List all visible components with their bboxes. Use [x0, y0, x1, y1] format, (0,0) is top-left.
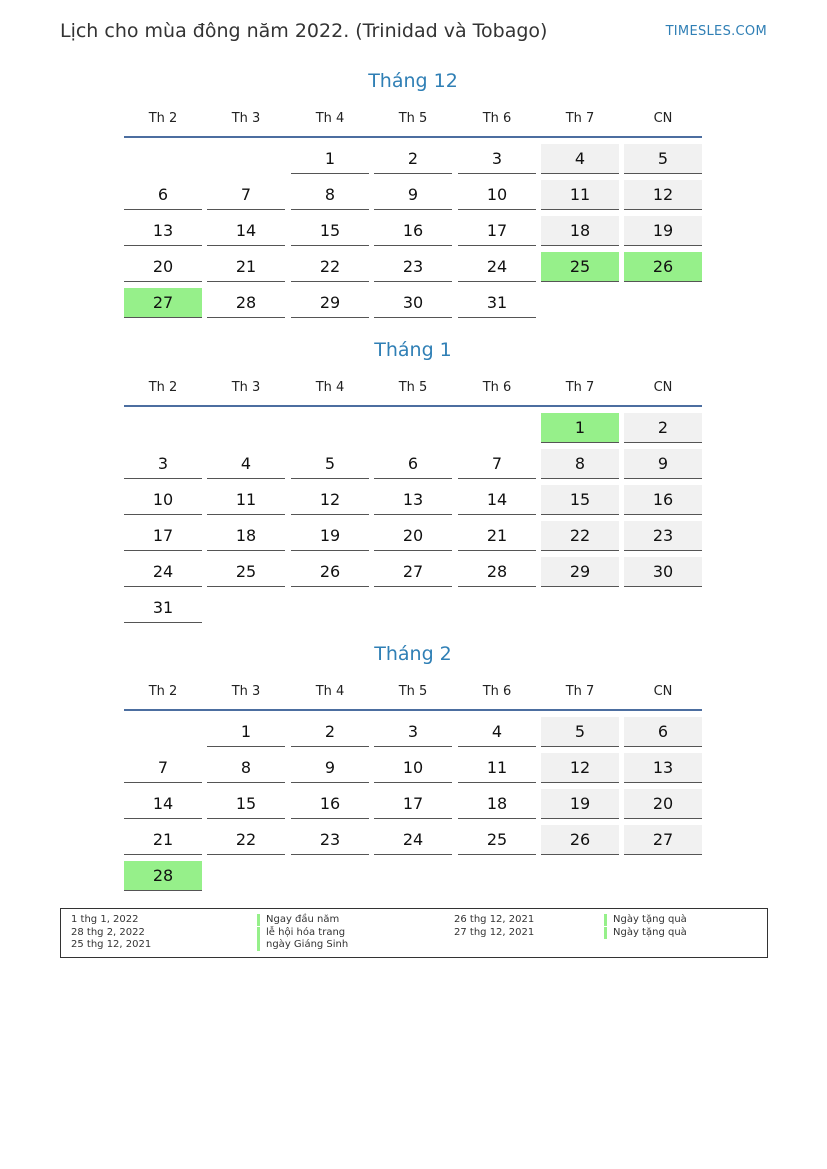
day-cell[interactable]: 7 [207, 180, 285, 210]
weekday-header: Th 6 [482, 684, 512, 699]
day-cell[interactable]: 27 [374, 557, 452, 587]
day-cell[interactable]: 25 [458, 825, 536, 855]
month-header-rule [124, 709, 702, 711]
day-cell[interactable]: 22 [541, 521, 619, 551]
day-cell[interactable]: 18 [207, 521, 285, 551]
day-cell[interactable]: 28 [207, 288, 285, 318]
weekday-header: Th 4 [315, 111, 345, 126]
day-cell[interactable]: 11 [458, 753, 536, 783]
day-cell[interactable]: 11 [207, 485, 285, 515]
legend-holiday-name: lễ hội hóa trang [257, 927, 345, 939]
weekday-header: Th 6 [482, 111, 512, 126]
day-cell[interactable]: 23 [624, 521, 702, 551]
day-cell[interactable]: 18 [541, 216, 619, 246]
day-cell[interactable]: 26 [541, 825, 619, 855]
day-cell[interactable]: 6 [624, 717, 702, 747]
day-cell[interactable]: 23 [291, 825, 369, 855]
day-cell[interactable]: 21 [458, 521, 536, 551]
day-cell[interactable]: 2 [374, 144, 452, 174]
weekday-header: Th 5 [398, 684, 428, 699]
day-cell[interactable]: 5 [541, 717, 619, 747]
day-cell[interactable]: 15 [207, 789, 285, 819]
day-cell[interactable]: 20 [374, 521, 452, 551]
day-cell[interactable]: 8 [291, 180, 369, 210]
day-cell[interactable]: 21 [124, 825, 202, 855]
day-cell[interactable]: 26 [291, 557, 369, 587]
day-cell[interactable]: 16 [624, 485, 702, 515]
month-header-rule [124, 136, 702, 138]
day-cell[interactable]: 3 [124, 449, 202, 479]
legend-date: 26 thg 12, 2021 [454, 914, 535, 925]
day-cell[interactable]: 16 [374, 216, 452, 246]
day-cell[interactable]: 7 [458, 449, 536, 479]
day-cell[interactable]: 29 [291, 288, 369, 318]
day-cell[interactable]: 9 [624, 449, 702, 479]
brand-link[interactable]: TIMESLES.COM [665, 24, 767, 39]
day-cell[interactable]: 20 [124, 252, 202, 282]
day-cell[interactable]: 22 [291, 252, 369, 282]
weekday-header: Th 2 [148, 380, 178, 395]
weekday-header: Th 4 [315, 684, 345, 699]
day-cell[interactable]: 3 [458, 144, 536, 174]
day-cell[interactable]: 27 [124, 288, 202, 318]
legend-date: 1 thg 1, 2022 [71, 914, 139, 925]
day-cell[interactable]: 23 [374, 252, 452, 282]
day-cell[interactable]: 6 [124, 180, 202, 210]
day-cell[interactable]: 30 [374, 288, 452, 318]
holiday-legend [60, 908, 768, 958]
weekday-header: CN [653, 380, 673, 395]
day-cell[interactable]: 7 [124, 753, 202, 783]
day-cell[interactable]: 17 [458, 216, 536, 246]
day-cell[interactable]: 14 [207, 216, 285, 246]
day-cell[interactable]: 22 [207, 825, 285, 855]
legend-holiday-name: ngày Giáng Sinh [257, 939, 348, 951]
page-title: Lịch cho mùa đông năm 2022. (Trinidad và Tobago) [60, 20, 548, 42]
day-cell[interactable]: 9 [291, 753, 369, 783]
month-title: Tháng 12 [368, 70, 458, 92]
day-cell[interactable]: 21 [207, 252, 285, 282]
day-cell[interactable]: 6 [374, 449, 452, 479]
day-cell[interactable]: 27 [624, 825, 702, 855]
month-title: Tháng 2 [374, 643, 452, 665]
day-cell[interactable]: 5 [624, 144, 702, 174]
day-cell[interactable]: 2 [624, 413, 702, 443]
weekday-header: Th 7 [565, 380, 595, 395]
day-cell[interactable]: 1 [207, 717, 285, 747]
weekday-header: Th 3 [231, 111, 261, 126]
weekday-header: Th 7 [565, 684, 595, 699]
day-cell[interactable]: 13 [624, 753, 702, 783]
legend-holiday-name: Ngày tặng quà [604, 914, 687, 926]
day-cell[interactable]: 4 [541, 144, 619, 174]
weekday-header: Th 2 [148, 111, 178, 126]
day-cell[interactable]: 10 [458, 180, 536, 210]
day-cell[interactable]: 25 [207, 557, 285, 587]
weekday-header: Th 7 [565, 111, 595, 126]
day-cell[interactable]: 10 [124, 485, 202, 515]
month-title: Tháng 1 [374, 339, 452, 361]
weekday-header: Th 6 [482, 380, 512, 395]
day-cell[interactable]: 1 [291, 144, 369, 174]
weekday-header: Th 4 [315, 380, 345, 395]
weekday-header: CN [653, 684, 673, 699]
day-cell[interactable]: 13 [374, 485, 452, 515]
weekday-header: Th 2 [148, 684, 178, 699]
day-cell[interactable]: 3 [374, 717, 452, 747]
day-cell[interactable]: 12 [624, 180, 702, 210]
weekday-header: Th 5 [398, 380, 428, 395]
month-header-rule [124, 405, 702, 407]
legend-holiday-name: Ngày tặng quà [604, 927, 687, 939]
day-cell[interactable]: 17 [124, 521, 202, 551]
day-cell[interactable]: 19 [624, 216, 702, 246]
day-cell[interactable]: 24 [124, 557, 202, 587]
day-cell[interactable]: 4 [458, 717, 536, 747]
legend-date: 27 thg 12, 2021 [454, 927, 535, 938]
day-cell[interactable]: 30 [624, 557, 702, 587]
day-cell[interactable]: 24 [458, 252, 536, 282]
day-cell[interactable]: 17 [374, 789, 452, 819]
day-cell[interactable]: 4 [207, 449, 285, 479]
day-cell[interactable]: 28 [124, 861, 202, 891]
day-cell[interactable]: 24 [374, 825, 452, 855]
day-cell[interactable]: 19 [291, 521, 369, 551]
day-cell[interactable]: 26 [624, 252, 702, 282]
day-cell[interactable]: 2 [291, 717, 369, 747]
day-cell[interactable]: 31 [458, 288, 536, 318]
day-cell[interactable]: 19 [541, 789, 619, 819]
weekday-header: CN [653, 111, 673, 126]
day-cell[interactable]: 12 [291, 485, 369, 515]
day-cell[interactable]: 12 [541, 753, 619, 783]
day-cell[interactable]: 18 [458, 789, 536, 819]
legend-date: 25 thg 12, 2021 [71, 939, 152, 950]
day-cell[interactable]: 20 [624, 789, 702, 819]
day-cell[interactable]: 8 [207, 753, 285, 783]
day-cell[interactable]: 10 [374, 753, 452, 783]
weekday-header: Th 3 [231, 684, 261, 699]
day-cell[interactable]: 15 [541, 485, 619, 515]
legend-holiday-name: Ngay đầu năm [257, 914, 339, 926]
day-cell[interactable]: 14 [124, 789, 202, 819]
day-cell[interactable]: 28 [458, 557, 536, 587]
legend-date: 28 thg 2, 2022 [71, 927, 145, 938]
day-cell[interactable]: 5 [291, 449, 369, 479]
day-cell[interactable]: 13 [124, 216, 202, 246]
weekday-header: Th 5 [398, 111, 428, 126]
day-cell[interactable]: 8 [541, 449, 619, 479]
day-cell[interactable]: 14 [458, 485, 536, 515]
day-cell[interactable]: 29 [541, 557, 619, 587]
day-cell[interactable]: 25 [541, 252, 619, 282]
day-cell[interactable]: 16 [291, 789, 369, 819]
day-cell[interactable]: 11 [541, 180, 619, 210]
day-cell[interactable]: 15 [291, 216, 369, 246]
day-cell[interactable]: 1 [541, 413, 619, 443]
day-cell[interactable]: 9 [374, 180, 452, 210]
day-cell[interactable]: 31 [124, 593, 202, 623]
weekday-header: Th 3 [231, 380, 261, 395]
